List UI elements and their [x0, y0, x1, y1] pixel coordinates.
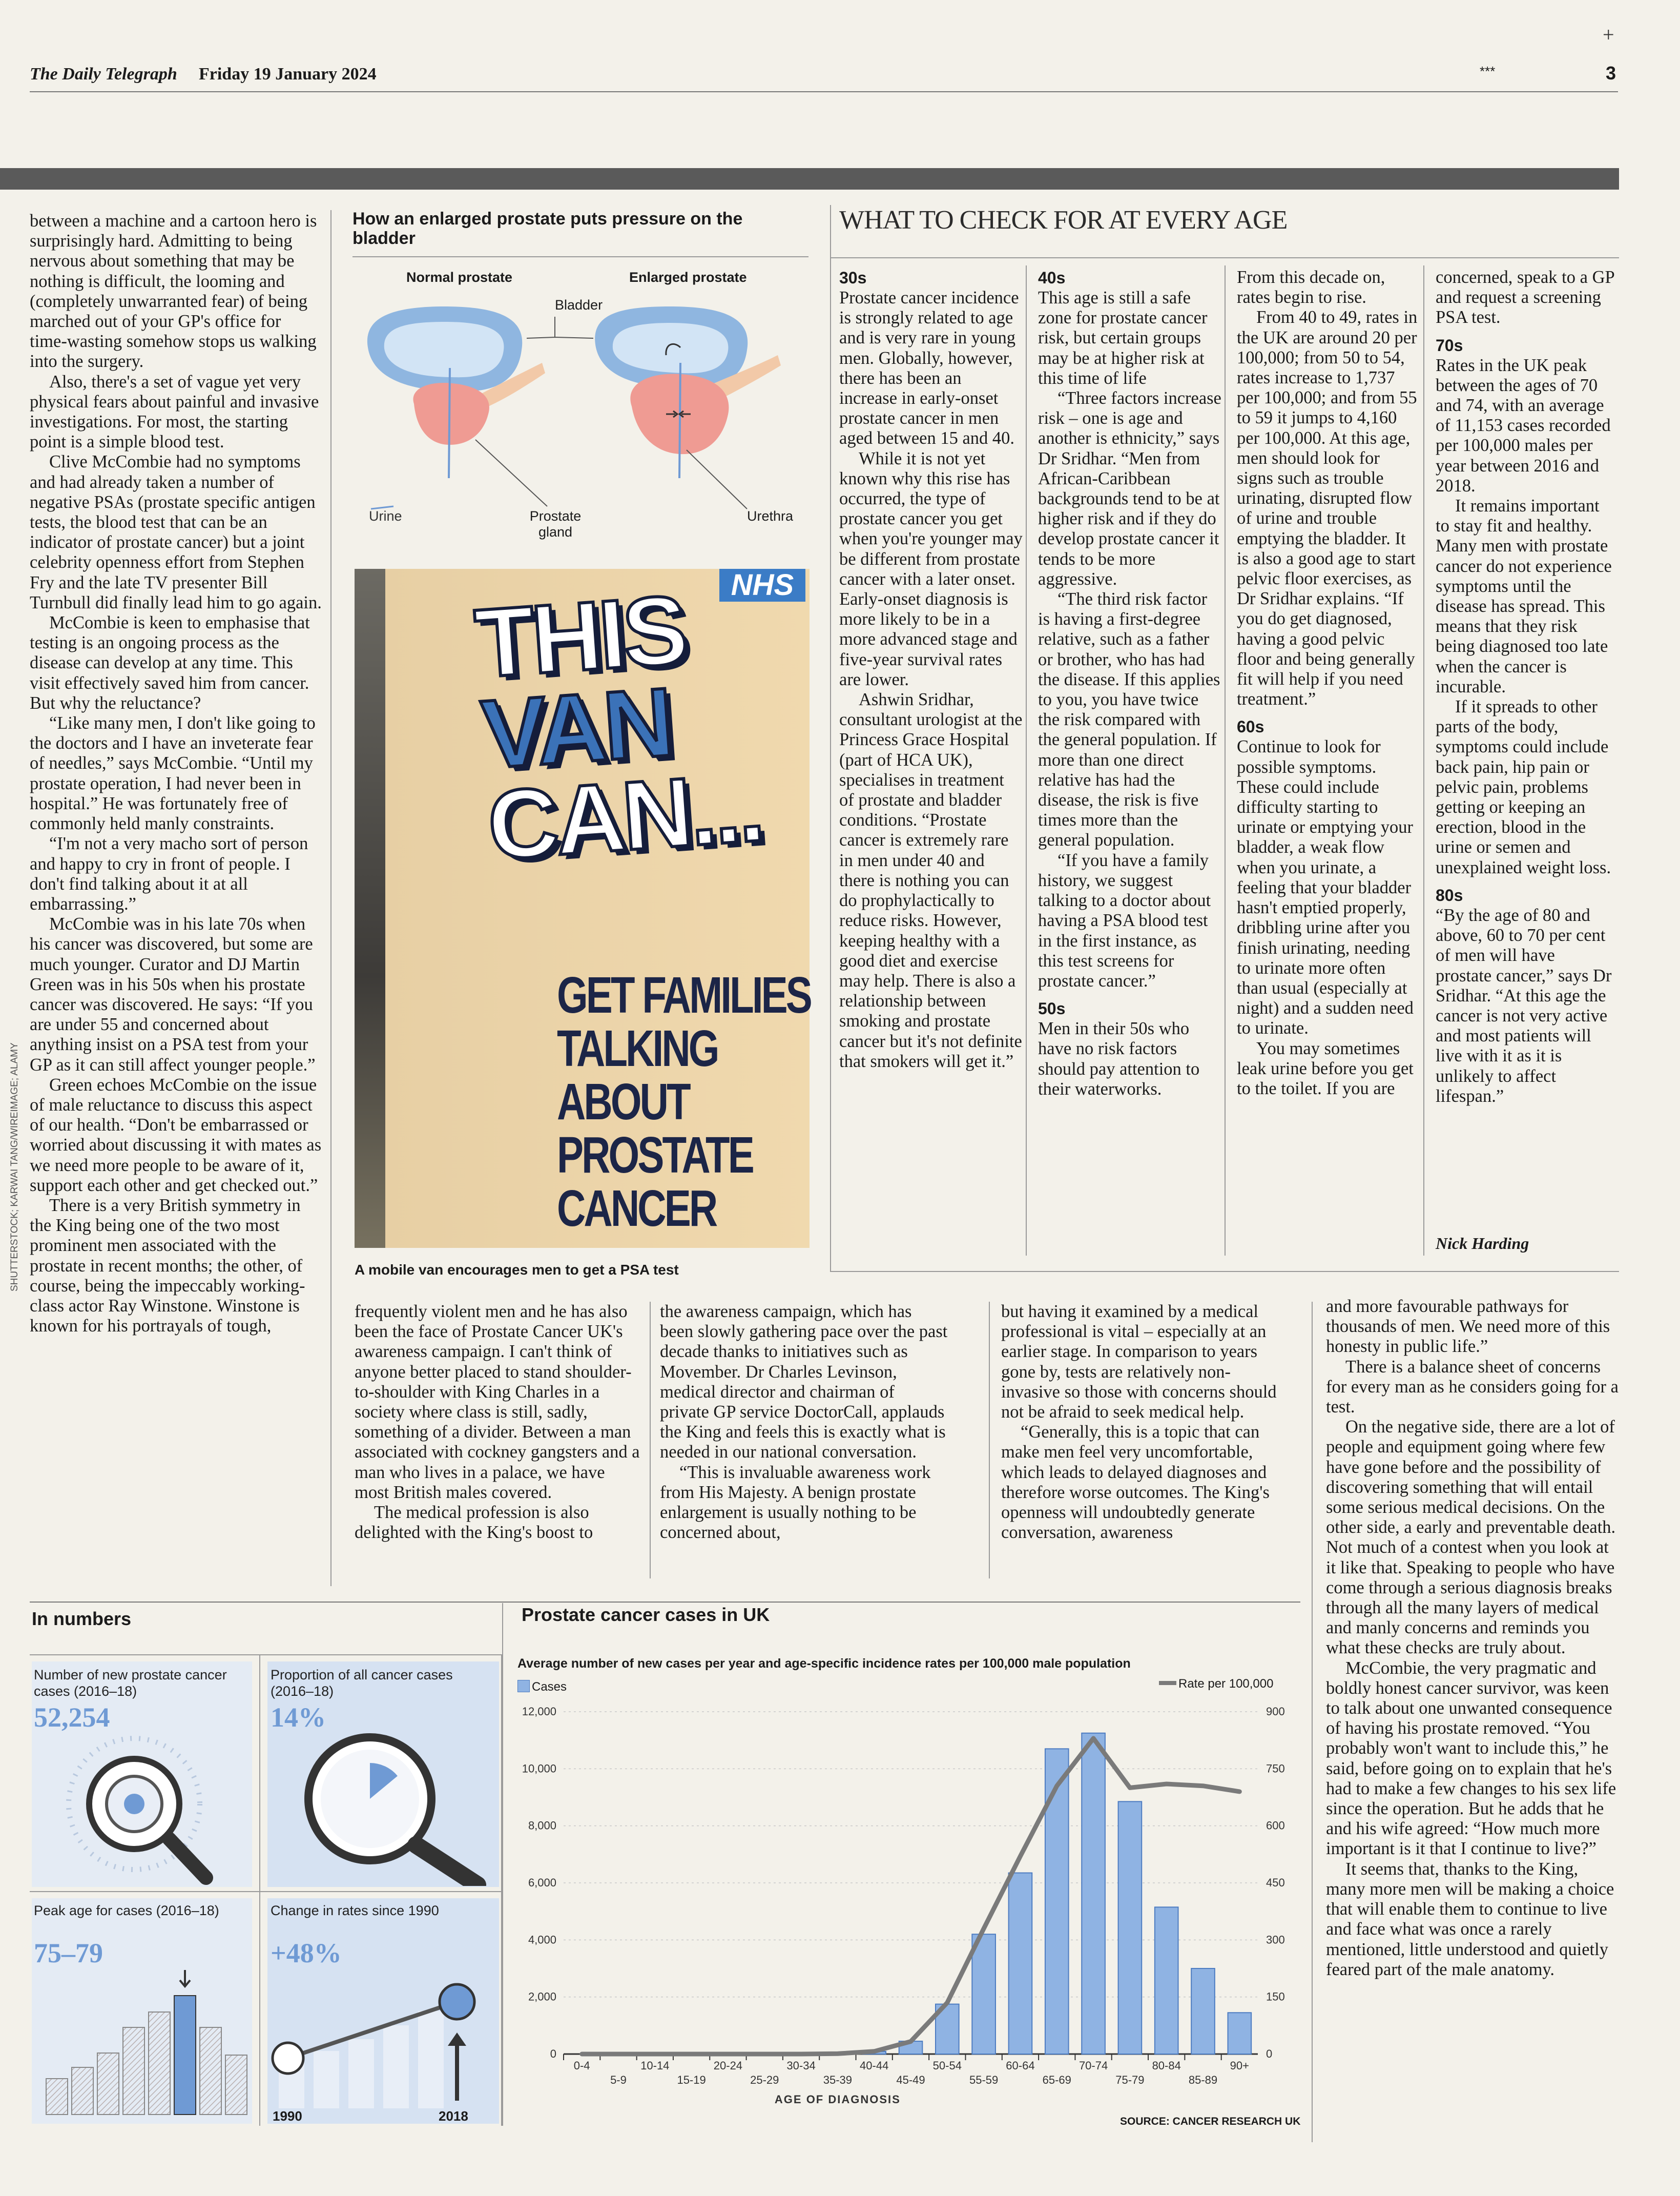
x-tick-label: 60-64: [1006, 2059, 1035, 2072]
checklist-para: This age is still a safe zone for prostate cancer risk, but certain groups may be at higher risk at this time of life: [1038, 288, 1208, 388]
mid-para: “Generally, this is a topic that can make men feel very uncomfortable, which leads to delayed diagnoses and therefore worse outcomes. The King's openness will undoubtedly generate conversation, awareness: [1001, 1422, 1270, 1543]
checklist-para: concerned, speak to a GP and request a screening PSA test.: [1436, 268, 1614, 327]
x-tick-label: 30-34: [786, 2059, 816, 2072]
photo-caption: A mobile van encourages men to get a PSA test: [355, 1262, 679, 1278]
masthead: [30, 65, 1618, 90]
chart-panel-title: Prostate cancer cases in UK: [522, 1604, 770, 1625]
age-heading: 50s: [1038, 999, 1066, 1018]
trend-year-start: 1990: [273, 2108, 302, 2124]
x-tick-label: 10-14: [640, 2059, 670, 2072]
checklist-para: “The third risk factor is having a first-degree relative, such as a father or brother, who has had the disease. If this applies to you, you have twice the risk compared with the general population. If more than one direct relative has had the disease, the risk is five times more than the general population.: [1038, 589, 1220, 850]
photo-credit: SHUTTERSTOCK; KARWAI TANG/WIREIMAGE; ALAMY: [9, 1042, 20, 1291]
tagline-line: CANCER: [557, 1180, 716, 1237]
y-tick-left: 0: [550, 2047, 556, 2060]
in-numbers-title: In numbers: [32, 1608, 132, 1629]
left-para: Green echoes McCombie on the issue of male reluctance to discuss this aspect of our health. “Don't be embarrassed or worried about discussing it with mates as we need more people to be aware of it, support each other and get checked out.”: [30, 1075, 322, 1195]
stat-label: Proportion of all cancer cases (2016–18): [271, 1667, 453, 1699]
crop-mark: +: [1603, 23, 1614, 46]
legend-swatch: [517, 1680, 530, 1692]
y-tick-right: 300: [1266, 1933, 1285, 1946]
bar-65-69: [1045, 1749, 1069, 2054]
tagline-line: GET FAMILIES: [557, 967, 811, 1024]
bar-60-64: [1009, 1873, 1032, 2054]
tagline-line: TALKING: [557, 1020, 718, 1077]
age-heading: 40s: [1038, 269, 1066, 287]
checklist-box: [830, 205, 1619, 1271]
x-tick-label: 20-24: [713, 2059, 743, 2072]
checklist-col-rule: [1225, 265, 1226, 1256]
stat-value: 52,254: [34, 1702, 110, 1733]
stat-value: 75–79: [34, 1938, 103, 1968]
column-rule: [1312, 1302, 1313, 2142]
column-rule: [650, 1302, 651, 1578]
checklist-bottom-rule: [830, 1271, 1619, 1272]
stat-value: +48%: [271, 1938, 342, 1968]
y-tick-left: 8,000: [528, 1819, 556, 1832]
mid-para: frequently violent men and he has also been the face of Prostate Cancer UK's awareness campaign. I can't think of anyone better placed to stand shoulder-to-shoulder with King Charles in a society where class is still, sadly, something of a divider. Between a man associated with cockney gangsters and a man who lives in a palace, we have most British males covered.: [355, 1302, 640, 1502]
x-tick-label: 5-9: [610, 2074, 627, 2086]
stat-new-cases: [32, 1661, 252, 1887]
right-para: There is a balance sheet of concerns for every man as he considers going for a test.: [1326, 1357, 1619, 1417]
y-tick-right: 150: [1266, 1990, 1285, 2003]
page-number: 3: [1606, 63, 1616, 84]
age-heading: 60s: [1237, 717, 1264, 736]
x-tick-label: 50-54: [932, 2059, 962, 2072]
x-tick-label: 55-59: [969, 2074, 999, 2086]
bar-90+: [1228, 2013, 1252, 2054]
stat-value: 14%: [271, 1702, 326, 1733]
checklist-col-rule: [1026, 265, 1027, 1256]
enlarged-bladder: [595, 306, 781, 478]
checklist-para: It remains important to stay fit and healthy. Many men with prostate cancer do not experience symptoms until the disease has spread. This means that they risk being diagnosed too late when the cancer is incurable.: [1436, 496, 1612, 696]
checklist-title-rule: [830, 257, 1619, 258]
checklist-border: [830, 205, 831, 1272]
headline-line: CAN...: [484, 752, 765, 880]
headline-line: THIS: [471, 575, 689, 699]
checklist-para: “By the age of 80 and above, 60 to 70 per cent of men will have prostate cancer,” says Dr Sridhar. “At this age the cancer is not very active and most patients will live with it as it is unlikely to affect lifespan.”: [1436, 905, 1612, 1106]
trend-icon: [267, 1965, 499, 2119]
mid-para: “This is invaluable awareness work from His Majesty. A benign prostate enlargement is usually nothing to be concerned about,: [660, 1462, 931, 1543]
column-rule: [989, 1302, 990, 1578]
photo-tagline: [557, 967, 811, 1237]
masthead-rule: [30, 91, 1618, 92]
checklist-col-rule: [1423, 265, 1424, 1256]
urine-label: Urine: [369, 508, 402, 524]
stat-label: Change in rates since 1990: [271, 1903, 439, 1918]
checklist-para: Continue to look for possible symptoms. These could include difficulty starting to urinate or emptying your bladder, a weak flow when you urinate, a feeling that your bladder hasn't emptied properly, dribbling urine after you finish urinating, needing to urinate more often than usual (especially at night) and a sudden need to urinate.: [1237, 737, 1414, 1038]
checklist-para: If it spreads to other parts of the body, symptoms could include back pain, hip pain or pelvic pain, problems getting or keeping an erection, blood in the urine or semen and unexplained weight loss.: [1436, 697, 1611, 877]
checklist-para: Ashwin Sridhar, consultant urologist at the Princess Grace Hospital (part of HCA UK), specialises in treatment of prostate and bladder conditions. “Prostate cancer is extremely rare in men under 40 and there is nothing you can do prophylactically to reduce risks. However, keeping healthy with a good diet and exercise may help. There is also a relationship between smoking and prostate cancer but it's not definite that smokers will get it.”: [839, 690, 1023, 1071]
checklist-para: You may sometimes leak urine before you get to the toilet. If you are: [1237, 1038, 1414, 1098]
checklist-para: Men in their 50s who have no risk factors should pay attention to their waterworks.: [1038, 1019, 1200, 1099]
y-tick-left: 10,000: [522, 1762, 556, 1775]
chart-subtitle: Average number of new cases per year and age-specific incidence rates per 100,000 male population: [517, 1656, 1131, 1671]
checklist-title: WHAT TO CHECK FOR AT EVERY AGE: [839, 206, 1288, 235]
x-tick-label: 70-74: [1078, 2059, 1108, 2072]
bar-85-89: [1191, 1968, 1215, 2054]
y-tick-right: 600: [1266, 1819, 1285, 1832]
paper-name: The Daily Telegraph: [30, 65, 177, 84]
tagline-line: PROSTATE: [557, 1126, 753, 1184]
y-tick-right: 750: [1266, 1762, 1285, 1775]
section-rule: [30, 1602, 1300, 1603]
x-tick-label: 80-84: [1152, 2059, 1181, 2072]
checklist-para: “If you have a family history, we suggest talking to a doctor about having a PSA blood test in the first instance, as this test screens for prostate cancer.”: [1038, 850, 1211, 991]
x-tick-label: 15-19: [677, 2074, 706, 2086]
y-tick-left: 4,000: [528, 1933, 556, 1946]
checklist-byline: Nick Harding: [1436, 1234, 1529, 1253]
bladder-label: Bladder: [555, 297, 603, 313]
x-tick-label: 40-44: [860, 2059, 889, 2072]
age-heading: 30s: [839, 269, 867, 287]
x-tick-label: 75-79: [1115, 2074, 1145, 2086]
x-axis-label: AGE OF DIAGNOSIS: [774, 2093, 901, 2106]
checklist-para: While it is not yet known why this rise has occurred, the type of prostate cancer you get when you're younger may be different from prostate cancer with a later onset. Early-onset diagnosis is more likely to be in a more advanced stage and five-year survival rates are lower.: [839, 448, 1023, 689]
mid-column: [660, 1302, 948, 1543]
mid-column: [1001, 1302, 1288, 1543]
checklist-column: [1237, 268, 1420, 1099]
right-para: It seems that, thanks to the King, many more men will be making a choice that will enable them to continue to live and face what was once a rarely mentioned, little understood and quietly feared part of the male anatomy.: [1326, 1859, 1614, 1979]
illustration-title: How an enlarged prostate puts pressure on the bladder: [352, 209, 743, 248]
right-column: [1326, 1297, 1619, 1980]
panel-rule: [30, 1891, 501, 1892]
chart-divider: [502, 1603, 503, 2126]
age-bars-icon: [32, 1965, 252, 2119]
right-para: and more favourable pathways for thousands of men. We need more of this honesty in public life.”: [1326, 1297, 1610, 1357]
x-tick-label: 85-89: [1188, 2074, 1218, 2086]
left-para: McCombie is keen to emphasise that testing is an ongoing process as the disease can develop at any time. This visit effectively saved him from cancer. But why the reluctance?: [30, 613, 310, 713]
bar-55-59: [972, 1934, 995, 2054]
y-tick-right: 900: [1266, 1705, 1285, 1718]
mid-para: the awareness campaign, which has been slowly gathering pace over the past decade thanks to initiatives such as Movember. Dr Charles Levinson, medical director and chairman of private GP service DoctorCall, applauds the King and feels this is exactly what is needed in our national conversation.: [660, 1302, 948, 1462]
bar-70-74: [1082, 1733, 1105, 2054]
right-para: McCombie, the very pragmatic and boldly honest cancer survivor, was keen to talk about one unwanted consequence of having his prostate removed. “You probably won't want to include this,” he said, before going on to explain that he's had to make a few changes to his sex life since the operation. But he adds that he and his wife agreed: “How much more important is it that I continue to live?”: [1326, 1658, 1616, 1859]
mid-para: The medical profession is also delighted with the King's boost to: [355, 1503, 593, 1543]
urethra-label: Urethra: [747, 508, 794, 524]
stat-peak-age: [32, 1898, 252, 2124]
y-tick-right: 450: [1266, 1876, 1285, 1889]
left-para: There is a very British symmetry in the King being one of the two most prominent men associated with the prostate in recent months; the other, of course, being the impeccably working-class actor Ray Winstone. Winstone is known for his portrayals of tough,: [30, 1195, 305, 1336]
mid-column: [355, 1302, 640, 1543]
enlarged-prostate-label: Enlarged prostate: [629, 270, 747, 285]
left-column: [30, 211, 322, 1336]
y-tick-left: 6,000: [528, 1876, 556, 1889]
legend-rate: [1159, 1677, 1273, 1691]
age-heading: 80s: [1436, 886, 1463, 905]
x-tick-label: 65-69: [1042, 2074, 1071, 2086]
y-tick-right: 0: [1266, 2047, 1273, 2060]
stat-proportion: [267, 1661, 499, 1887]
edition-stars: ***: [1480, 64, 1496, 79]
x-tick-label: 25-29: [750, 2074, 779, 2086]
checklist-column: [1436, 268, 1615, 1106]
legend-label: Cases: [532, 1680, 567, 1694]
y-tick-left: 12,000: [522, 1705, 556, 1718]
stat-label: Peak age for cases (2016–18): [34, 1903, 219, 1918]
panel-rule: [259, 1654, 260, 2126]
prostate-diagram: [352, 209, 808, 558]
trend-year-end: 2018: [439, 2108, 468, 2124]
right-para: On the negative side, there are a lot of people and equipment going where few have gone before and the possibility of discovering something that will entail some serious medical decisions. On the other side, a early and preventable death. Not much of a contest when you look at it like that. Speaking to people who have come through a serious diagnosis breaks through all the many layers of medical and manly concerns and reminds you what these checks are truly about.: [1326, 1417, 1616, 1658]
left-para: between a machine and a cartoon hero is surprisingly hard. Admitting to being nervous about something that may be nothing is difficult, the looming and (completely unwarranted fear) of being marched out of your GP's office for time-wasting somehow stops us walking into the surgery.: [30, 211, 317, 372]
bar-75-79: [1118, 1801, 1142, 2054]
legend-line: [1159, 1681, 1176, 1685]
nhs-logo: NHS: [719, 569, 805, 602]
mid-para: but having it examined by a medical professional is vital – especially at an earlier stage. In comparison to years gone by, tests are relatively non-invasive so those with concerns should not be afraid to seek medical help.: [1001, 1302, 1277, 1422]
chart-source: SOURCE: CANCER RESEARCH UK: [1120, 2116, 1301, 2127]
illustration: [352, 209, 808, 558]
stat-change: [267, 1898, 499, 2124]
checklist-para: From 40 to 49, rates in the UK are around 20 per 100,000; from 50 to 54, rates increase to 1,737 per 100,000; and from 55 to 59 it jumps to 4,160 per 100,000. At this age, men should look for signs such as trouble urinating, disrupted flow of urine and trouble emptying the bladder. It is also a good age to start pelvic floor exercises, as Dr Sridhar explains. “If you do get diagnosed, having a good pelvic floor and being generally fit will help if you need treatment.”: [1237, 307, 1418, 709]
in-numbers-panel: [30, 1654, 501, 2126]
prostate-gland-label: Prostate gland: [529, 508, 582, 540]
bar-80-84: [1155, 1907, 1178, 2054]
y-tick-left: 2,000: [528, 1990, 556, 2003]
photo-headline: [471, 575, 765, 880]
magnifier-pie-icon: [267, 1722, 499, 1886]
legend-label: Rate per 100,000: [1178, 1677, 1274, 1691]
magnifier-icon: [32, 1733, 252, 1887]
tagline-line: ABOUT: [557, 1073, 689, 1131]
left-para: “I'm not a very macho sort of person and happy to cry in front of people. I don't find talking about it at all embarrassing.”: [30, 834, 308, 914]
checklist-column: [1038, 268, 1221, 1099]
van-window-strip: [355, 569, 385, 1248]
checklist-para: Prostate cancer incidence is strongly related to age and is very rare in young men. Globally, however, there has been an increase in early-onset prostate cancer in men aged between 15 and 40.: [839, 288, 1019, 448]
x-tick-label: 90+: [1230, 2059, 1250, 2072]
column-rule: [330, 210, 331, 1586]
cases-chart: [512, 1696, 1312, 2137]
top-band: [0, 168, 1619, 190]
headline-line: VAN: [478, 667, 675, 790]
left-para: Also, there's a set of vague yet very physical fears about painful and invasive investigations. For most, the starting point is a simple blood test.: [30, 372, 319, 452]
left-para: McCombie was in his late 70s when his cancer was discovered, but some are much younger. Curator and DJ Martin Green was in his 50s when his prostate cancer was discovered. He says: “If you are under 55 and concerned about anything insist on a PSA test from your GP as it can still affect younger people.”: [30, 914, 316, 1075]
x-tick-label: 45-49: [896, 2074, 925, 2086]
checklist-para: From this decade on, rates begin to rise.: [1237, 268, 1385, 307]
x-tick-label: 0-4: [573, 2059, 590, 2072]
left-para: “Like many men, I don't like going to the doctors and I have an inveterate fear of needles,” says McCombie. “Until my prostate operation, I had never been in hospital.” He was fortunately free of commonly held manly constraints.: [30, 713, 316, 834]
x-tick-label: 35-39: [823, 2074, 853, 2086]
legend-cases: [517, 1680, 567, 1694]
checklist-para: “Three factors increase risk – one is age and another is ethnicity,” says Dr Sridhar. “Men from African-Caribbean backgrounds tend to be at higher risk and if they do develop prostate cancer it tends to be more aggressive.: [1038, 388, 1221, 589]
checklist-column: [839, 268, 1023, 1072]
age-heading: 70s: [1436, 336, 1463, 355]
checklist-para: Rates in the UK peak between the ages of 70 and 74, with an average of 11,153 cases recorded per 100,000 males per year between 2016 and 2018.: [1436, 355, 1611, 496]
panel-rule: [30, 1654, 501, 1655]
normal-prostate-label: Normal prostate: [406, 270, 513, 285]
stat-label: Number of new prostate cancer cases (2016–18): [34, 1667, 227, 1699]
left-para: Clive McCombie had no symptoms and had already taken a number of negative PSAs (prostate specific antigen tests, the blood test that can be an indicator of prostate cancer) but a joint celebrity openness effort from Stephen Fry and the late TV presenter Bill Turnbull did finally lead him to go again.: [30, 452, 322, 612]
normal-bladder: [367, 306, 545, 509]
van-photo: [355, 569, 810, 1248]
issue-date: Friday 19 January 2024: [199, 65, 377, 84]
